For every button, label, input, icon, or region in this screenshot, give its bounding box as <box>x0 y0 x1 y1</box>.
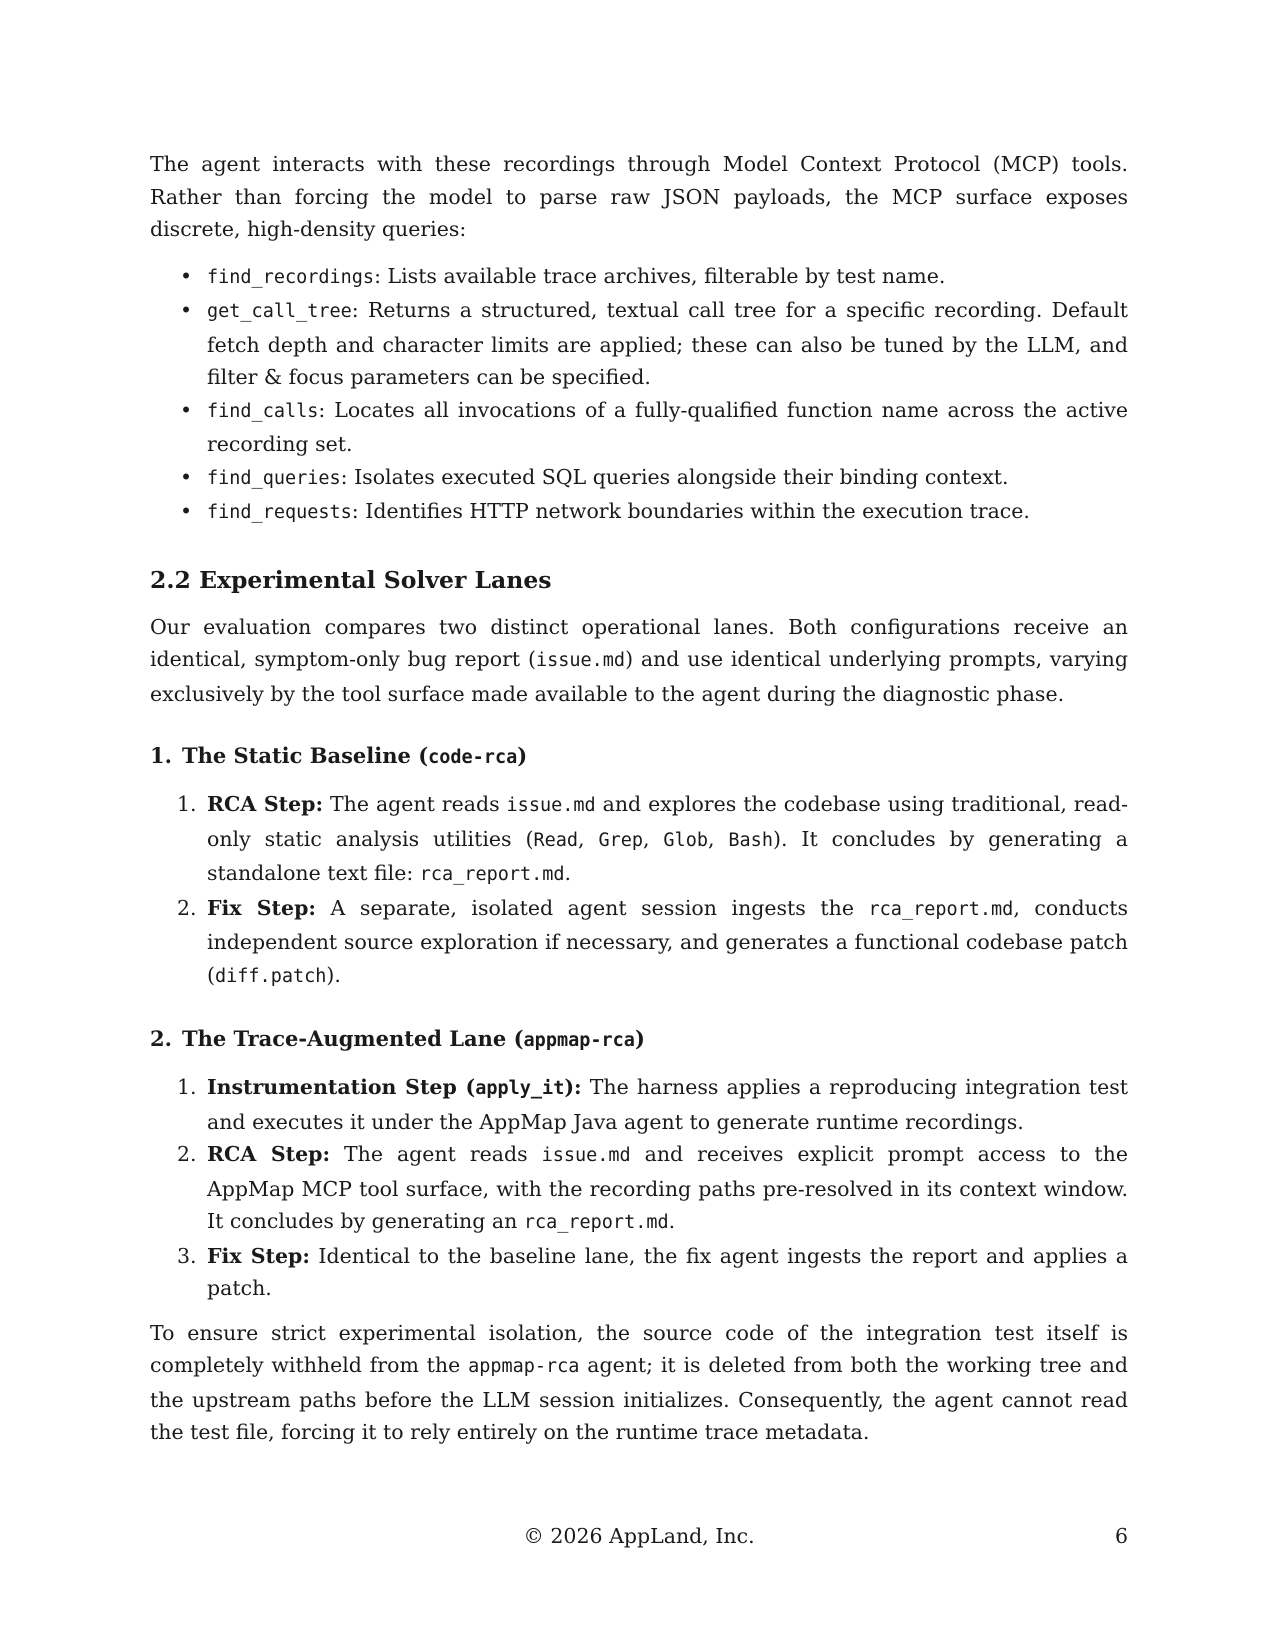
list-item <box>150 294 1128 394</box>
text-span: . <box>564 861 572 885</box>
list-item <box>150 394 1128 461</box>
step-number: 1. <box>177 1075 197 1099</box>
text-span: The agent reads <box>323 792 507 816</box>
bullet-icon: • <box>180 263 193 288</box>
heading-number: 2. <box>150 1026 172 1051</box>
text-span: A separate, isolated agent session ingests the <box>315 895 869 920</box>
bullet-icon: • <box>180 397 193 422</box>
tool-name: find_queries <box>207 467 341 489</box>
text-span: Our evaluation compares two distinct operational lanes. Both configurations receive an identical, symptom-only bug report ( <box>150 614 1128 671</box>
step-label <box>207 1075 582 1099</box>
bullet-icon: • <box>180 464 193 489</box>
text-span: Instrumentation Step ( <box>207 1075 476 1099</box>
step-label: RCA Step: <box>207 792 324 816</box>
step-label: Fix Step: <box>207 895 316 920</box>
list-item <box>150 788 1128 892</box>
list-item <box>150 495 1128 530</box>
lane2-heading <box>150 1023 1128 1057</box>
inline-code: appmap-rca <box>523 1030 635 1051</box>
text-span: The harness applies a reproducing integration test and executes it under the AppMap Java agent to generate runtime recordings. <box>207 1075 1128 1134</box>
text-span: To ensure strict experimental isolation, the source code of the integration test itself is completely withheld from the <box>150 1320 1128 1377</box>
inline-code: rca_report.md <box>868 898 1014 920</box>
inline-code: issue.md <box>506 795 596 816</box>
list-item <box>150 1071 1128 1138</box>
text-span: The agent reads <box>330 1142 542 1166</box>
tool-name: find_calls <box>207 400 319 422</box>
inline-code: appmap-rca <box>468 1356 580 1377</box>
text-span: , <box>707 826 729 851</box>
list-item <box>150 461 1128 496</box>
step-label: RCA Step: <box>207 1142 331 1166</box>
tool-desc: : Isolates executed SQL queries alongside their binding context. <box>340 464 1009 489</box>
step-number: 1. <box>177 792 197 816</box>
list-item <box>150 1240 1128 1305</box>
heading-text: ) <box>517 743 528 768</box>
text-span: and explores the codebase using traditional, read-only static analysis utilities ( <box>207 792 1128 851</box>
text-span: ): <box>564 1075 582 1099</box>
inline-code: Read <box>533 829 579 851</box>
text-span: agent; it is deleted from both the working tree and the upstream paths before the LLM session initializes. Consequently, the agent cannot read the test file, forcing it to rely entirely on the runtime trace metadata. <box>150 1353 1128 1444</box>
lane2-steps <box>150 1071 1128 1305</box>
copyright-text: © 2026 AppLand, Inc. <box>523 1524 755 1548</box>
heading-text: ) <box>634 1026 645 1051</box>
list-item <box>150 892 1128 994</box>
tool-name: find_requests <box>207 502 352 523</box>
step-number: 2. <box>177 1142 197 1166</box>
bullet-icon: • <box>180 298 193 322</box>
heading-text: The Static Baseline ( <box>181 743 429 768</box>
text-span: . <box>668 1209 676 1233</box>
text-span: , <box>643 826 664 851</box>
inline-code: code-rca <box>428 747 518 768</box>
tool-list <box>150 260 1128 530</box>
text-span: , <box>578 826 599 851</box>
inline-code: rca_report.md <box>419 864 565 885</box>
inline-code: Bash <box>728 829 773 851</box>
text-span: Identical to the baseline lane, the fix agent ingests the report and applies a patch. <box>207 1243 1128 1300</box>
list-item <box>150 1138 1128 1240</box>
text-span: , conducts independent source exploration if necessary, and generates a functional codebase patch ( <box>207 895 1129 987</box>
inline-code: issue.md <box>535 650 626 671</box>
text-span: ). <box>326 962 341 987</box>
tool-desc: : Lists available trace archives, filterable by test name. <box>374 263 946 288</box>
tool-desc: : Returns a structured, textual call tree for a specific recording. Default fetch depth and character limits are applied; these can also be tuned by the LLM, and filter & focus parameters can be specified. <box>207 298 1128 389</box>
heading-text: The Trace-Augmented Lane ( <box>181 1026 524 1051</box>
tool-name: find_recordings <box>207 266 375 288</box>
inline-code: rca_report.md <box>523 1212 669 1233</box>
tool-name: get_call_tree <box>207 301 352 322</box>
step-number: 3. <box>177 1243 197 1268</box>
text-span: ) and use identical underlying prompts, varying exclusively by the tool surface made available to the agent during the diagnostic phase. <box>150 647 1128 706</box>
heading-number: 1. <box>150 743 172 768</box>
step-label: Fix Step: <box>207 1243 310 1268</box>
inline-code: Glob <box>663 829 708 851</box>
lane1-heading <box>150 740 1128 774</box>
tool-desc: : Locates all invocations of a fully-qualified function name across the active recording set. <box>207 397 1128 456</box>
section-paragraph <box>150 611 1128 711</box>
page-body <box>150 148 1128 1449</box>
text-span: and receives explicit prompt access to the AppMap MCP tool surface, with the recording paths pre-resolved in its context window. It concludes by generating an <box>207 1142 1128 1233</box>
intro-paragraph <box>150 148 1128 246</box>
page-number: 6 <box>1114 1524 1128 1548</box>
inline-code: apply_it <box>475 1078 565 1099</box>
closing-paragraph <box>150 1317 1128 1449</box>
inline-code: Grep <box>598 829 643 851</box>
section-heading: 2.2 Experimental Solver Lanes <box>150 565 552 594</box>
intro-text: The agent interacts with these recordings through Model Context Protocol (MCP) tools. Rather than forcing the model to parse raw JSON payloads, the MCP surface exposes discrete, high-density queries: <box>150 152 1128 241</box>
list-item <box>150 260 1128 295</box>
inline-code: diff.patch <box>215 965 327 987</box>
inline-code: issue.md <box>541 1145 631 1166</box>
lane1-steps <box>150 788 1128 993</box>
tool-desc: : Identifies HTTP network boundaries within the execution trace. <box>351 499 1030 523</box>
bullet-icon: • <box>180 499 193 523</box>
text-span: ). It concludes by generating a standalone text file: <box>207 826 1128 885</box>
step-number: 2. <box>177 895 197 920</box>
